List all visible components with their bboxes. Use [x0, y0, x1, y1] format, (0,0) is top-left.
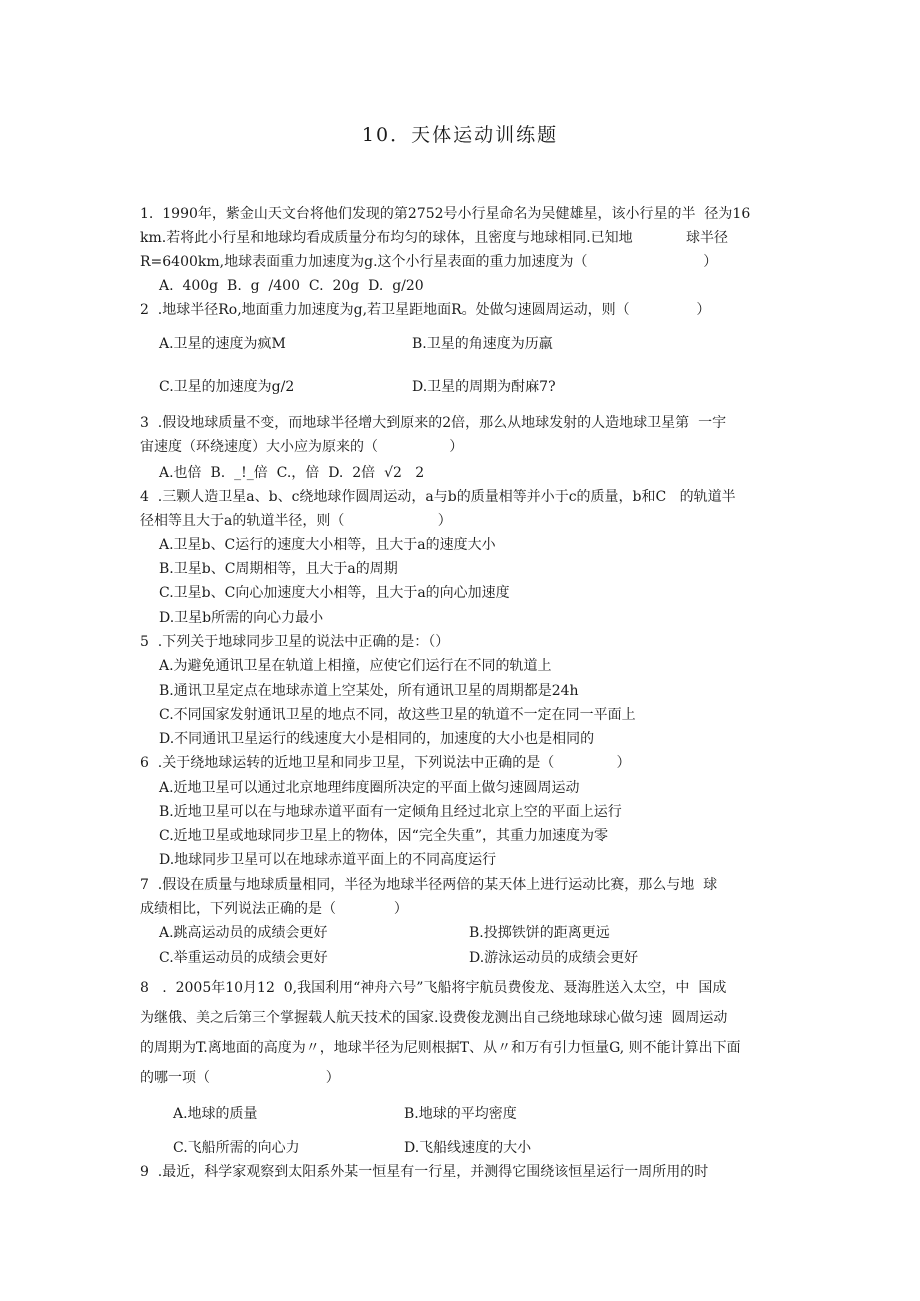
q7-line-1: 7 .假设在质量与地球质量相同，半径为地球半径两倍的某天体上进行运动比赛，那么与地 球 [140, 877, 718, 893]
q6-stem: 6 .关于绕地球运转的近地卫星和同步卫星，下列说法中正确的是（ ） [140, 755, 631, 771]
q5-option-d: D.不同通讯卫星运行的线速度大小是相同的，加速度的大小也是相同的 [159, 731, 595, 747]
q2-option-b: B.卫星的角速度为历羸 [412, 336, 553, 352]
q6-option-c: C.近地卫星或地球同步卫星上的物体，因“完全失重”，其重力加速度为零 [159, 828, 608, 844]
q7-option-b: B.投掷铁饼的距离更远 [469, 925, 610, 941]
q1-line-3: R=6400km,地球表面重力加速度为g.这个小行星表面的重力加速度为（ ） [140, 254, 718, 270]
q3-line-2: 宙速度（环绕速度）大小应为原来的（ ） [140, 439, 464, 455]
q4-option-b: B.卫星b、C周期相等，且大于a的周期 [159, 561, 398, 577]
page-title: 10．天体运动训练题 [361, 124, 559, 146]
q3-options: A.也倍 B. _!_倍 C.，倍 D. 2倍 √2 2 [159, 465, 425, 481]
q8-line-3: 的周期为T.离地面的高度为〃，地球半径为尼则根据T、从〃和万有引力恒量G, 则不能计算出下面 [140, 1040, 741, 1056]
q4-line-2: 径相等且大于a的轨道半径，则（ ） [140, 513, 452, 529]
q1-line-1: 1. 1990年，紫金山天文台将他们发现的第2752号小行星命名为吴健雄星，该小行星的半 径为16 [140, 206, 751, 222]
q8-option-a: A.地球的质量 [173, 1106, 258, 1122]
q5-option-a: A.为避免通讯卫星在轨道上相撞，应使它们运行在不同的轨道上 [159, 658, 552, 674]
q7-option-d: D.游泳运动员的成绩会更好 [469, 950, 639, 966]
q7-option-c: C.举重运动员的成绩会更好 [159, 950, 328, 966]
q2-option-c: C.卫星的加速度为g/2 [159, 379, 295, 395]
q6-option-a: A.近地卫星可以通过北京地理纬度圈所决定的平面上做匀速圆周运动 [159, 780, 580, 796]
q2-option-a: A.卫星的速度为疯M [159, 336, 286, 352]
q5-option-b: B.通讯卫星定点在地球赤道上空某处，所有通讯卫星的周期都是24h [159, 683, 579, 699]
q7-line-2: 成绩相比，下列说法正确的是（ ） [140, 901, 408, 917]
q6-option-b: B.近地卫星可以在与地球赤道平面有一定倾角且经过北京上空的平面上运行 [159, 804, 622, 820]
q5-stem: 5 .下列关于地球同步卫星的说法中正确的是：（） [140, 634, 450, 650]
q1-line-2: km.若将此小行星和地球均看成质量分布均匀的球体，且密度与地球相同.已知地 球半径 [140, 230, 729, 246]
q8-line-1: 8 . 2005年10月12 0,我国利用“神舟六号”飞船将宇航员费俊龙、聂海胜送入太空，中 国成 [140, 980, 727, 996]
q2-option-d: D.卫星的周期为酎麻7? [412, 379, 556, 395]
q5-option-c: C.不同国家发射通讯卫星的地点不同，故这些卫星的轨道不一定在同一平面上 [159, 707, 636, 723]
q8-option-c: C.飞船所需的向心力 [173, 1140, 300, 1156]
q4-line-1: 4 .三颗人造卫星a、b、c绕地球作圆周运动，a与b的质量相等并小于c的质量，b和C 的轨道半 [140, 489, 736, 505]
q8-line-4: 的哪一项（ ） [140, 1070, 340, 1086]
q4-option-d: D.卫星b所需的向心力最小 [159, 610, 324, 626]
q1-options: A. 400g B. g /400 C. 20g D. g/20 [159, 278, 424, 294]
q8-option-d: D.飞船线速度的大小 [404, 1140, 532, 1156]
q6-option-d: D.地球同步卫星可以在地球赤道平面上的不同高度运行 [159, 852, 497, 868]
q7-option-a: A.跳高运动员的成绩会更好 [159, 925, 328, 941]
q3-line-1: 3 .假设地球质量不变，而地球半径增大到原来的2倍，那么从地球发射的人造地球卫星第 一宇 [140, 415, 727, 431]
q4-option-a: A.卫星b、C运行的速度大小相等，且大于a的速度大小 [159, 537, 496, 553]
q8-line-2: 为继俄、美之后第三个掌握载人航天技术的国家.设费俊龙测出自己绕地球球心做匀速 圆周运动 [140, 1010, 728, 1026]
q2-stem: 2 .地球半径Ro,地面重力加速度为g,若卫星距地面R。处做匀速圆周运动，则（ ） [140, 302, 711, 318]
q8-option-b: B.地球的平均密度 [404, 1106, 517, 1122]
q9-line-1: 9 .最近，科学家观察到太阳系外某一恒星有一行星，并测得它围绕该恒星运行一周所用的时 [140, 1164, 709, 1180]
q4-option-c: C.卫星b、C向心加速度大小相等，且大于a的向心加速度 [159, 585, 510, 601]
